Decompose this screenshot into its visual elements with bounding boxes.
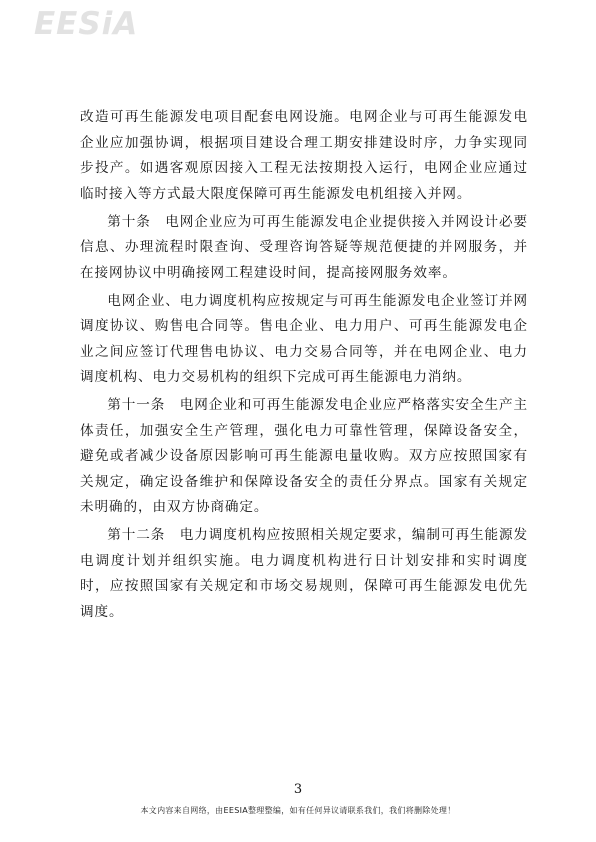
eesia-logo: EESiA [34, 6, 139, 42]
page-number: 3 [293, 782, 303, 797]
article-10: 第十条 电网企业应为可再生能源发电企业提供接入并网设计必要信息、办理流程时限查询、受理咨询答疑等规范便捷的并网服务，并在接网协议中明确接网工程建设时间，提高接网服务效率。 [80, 213, 528, 281]
article-10-paragraph-2: 电网企业、电力调度机构应按规定与可再生能源发电企业签订并网调度协议、购售电合同等。售电企业、电力用户、可再生能源发电企业之间应签订代理售电协议、电力交易合同等，并在电网企业、电力调度机构、电力交易机构的组织下完成可再生能源电力消纳。 [80, 292, 528, 385]
footer-disclaimer: 本文内容来自网络，由EESIA整理整编，如有任何异议请联系我们，我们将删除处理！ [140, 806, 456, 815]
document-body [80, 105, 528, 628]
article-12: 第十二条 电力调度机构应按照相关规定要求，编制可再生能源发电调度计划并组织实施。电力调度机构进行日计划安排和实时调度时，应按照国家有关规定和市场交易规则，保障可再生能源发电优先调度。 [80, 527, 528, 620]
article-11: 第十一条 电网企业和可再生能源发电企业应严格落实安全生产主体责任，加强安全生产管理，强化电力可靠性管理，保障设备安全，避免或者减少设备原因影响可再生能源电量收购。双方应按照国家有关规定，确定设备维护和保障设备安全的责任分界点。国家有关规定未明确的，由双方协商确定。 [80, 397, 528, 515]
paragraph-continuation: 改造可再生能源发电项目配套电网设施。电网企业与可再生能源发电企业应加强协调，根据项目建设合理工期安排建设时序，力争实现同步投产。如遇客观原因接入工程无法按期投入运行，电网企业应通过临时接入等方式最大限度保障可再生能源发电机组接入并网。 [80, 109, 528, 202]
